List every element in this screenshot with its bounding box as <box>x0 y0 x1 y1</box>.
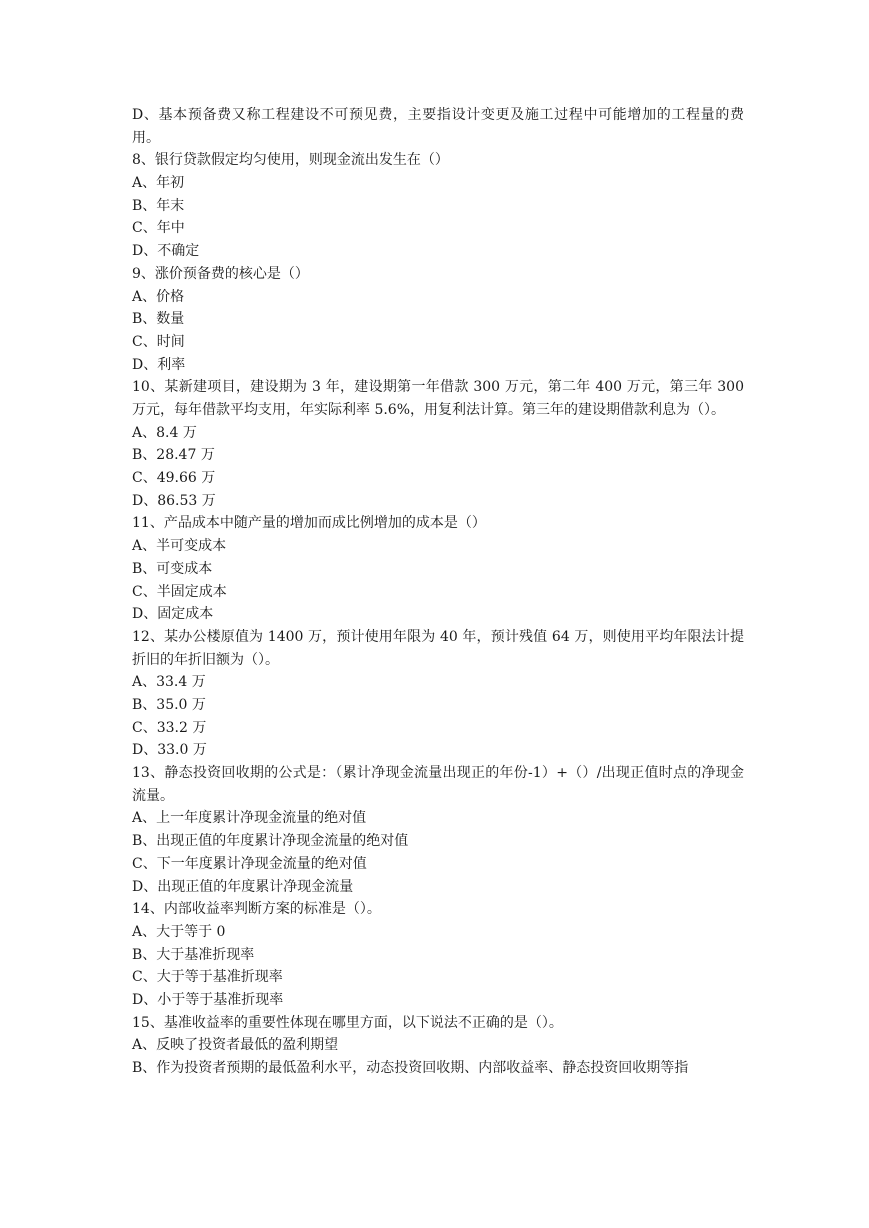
option-11b: B、可变成本 <box>132 560 213 577</box>
question-8: 8、银行贷款假定均匀使用，则现金流出发生在（） <box>132 152 449 169</box>
option-11d: D、固定成本 <box>132 606 214 623</box>
option-10d: D、86.53 万 <box>132 492 216 509</box>
question-11: 11、产品成本中随产量的增加而成比例增加的成本是（） <box>132 515 486 532</box>
option-15b: B、作为投资者预期的最低盈利水平，动态投资回收期、内部收益率、静态投资回收期等指 <box>132 1060 689 1076</box>
option-9d: D、利率 <box>132 356 186 373</box>
option-11c: C、半固定成本 <box>132 583 227 600</box>
question-9: 9、涨价预备费的核心是（） <box>132 265 309 282</box>
option-14c: C、大于等于基准折现率 <box>132 969 283 986</box>
option-13c: C、下一年度累计净现金流量的绝对值 <box>132 855 367 872</box>
option-12c: C、33.2 万 <box>132 719 207 736</box>
option-12d: D、33.0 万 <box>132 742 207 759</box>
question-10: 10、某新建项目，建设期为 3 年，建设期第一年借款 300 万元，第二年 400 万元，第三年 300 万元，每年借款平均支用，年实际利率 5.6%，用复利法计算。第三年的建设期借款利息为（）。 <box>132 379 744 418</box>
question-12: 12、某办公楼原值为 1400 万，预计使用年限为 40 年，预计残值 64 万，则使用平均年限法计提折旧的年折旧额为（）。 <box>132 628 744 668</box>
answer-option-paragraph: D、基本预备费又称工程建设不可预见费，主要指设计变更及施工过程中可能增加的工程量的费用。 <box>132 107 744 146</box>
option-14a: A、大于等于 0 <box>132 923 226 940</box>
option-13b: B、出现正值的年度累计净现金流量的绝对值 <box>132 833 409 850</box>
option-15a: A、反映了投资者最低的盈利期望 <box>132 1037 339 1054</box>
option-9c: C、时间 <box>132 333 185 350</box>
option-9b: B、数量 <box>132 311 185 328</box>
option-8b: B、年末 <box>132 197 185 214</box>
option-13d: D、出现正值的年度累计净现金流量 <box>132 878 354 895</box>
option-10c: C、49.66 万 <box>132 470 216 487</box>
option-11a: A、半可变成本 <box>132 538 227 555</box>
option-12b: B、35.0 万 <box>132 696 206 713</box>
option-8a: A、年初 <box>132 175 185 192</box>
option-14b: B、大于基准折现率 <box>132 946 255 963</box>
document-body <box>132 104 744 1080</box>
question-13: 13、静态投资回收期的公式是：（累计净现金流量出现正的年份-1）+（）/出现正值时点的净现金流量。 <box>132 765 744 804</box>
option-10a: A、8.4 万 <box>132 424 197 441</box>
option-13a: A、上一年度累计净现金流量的绝对值 <box>132 810 367 827</box>
question-14: 14、内部收益率判断方案的标准是（）。 <box>132 901 381 918</box>
option-14d: D、小于等于基准折现率 <box>132 991 284 1008</box>
option-8c: C、年中 <box>132 220 185 237</box>
option-10b: B、28.47 万 <box>132 447 215 464</box>
option-8d: D、不确定 <box>132 243 200 260</box>
question-15: 15、基准收益率的重要性体现在哪里方面，以下说法不正确的是（）。 <box>132 1014 563 1031</box>
option-12a: A、33.4 万 <box>132 674 206 691</box>
option-9a: A、价格 <box>132 288 185 305</box>
